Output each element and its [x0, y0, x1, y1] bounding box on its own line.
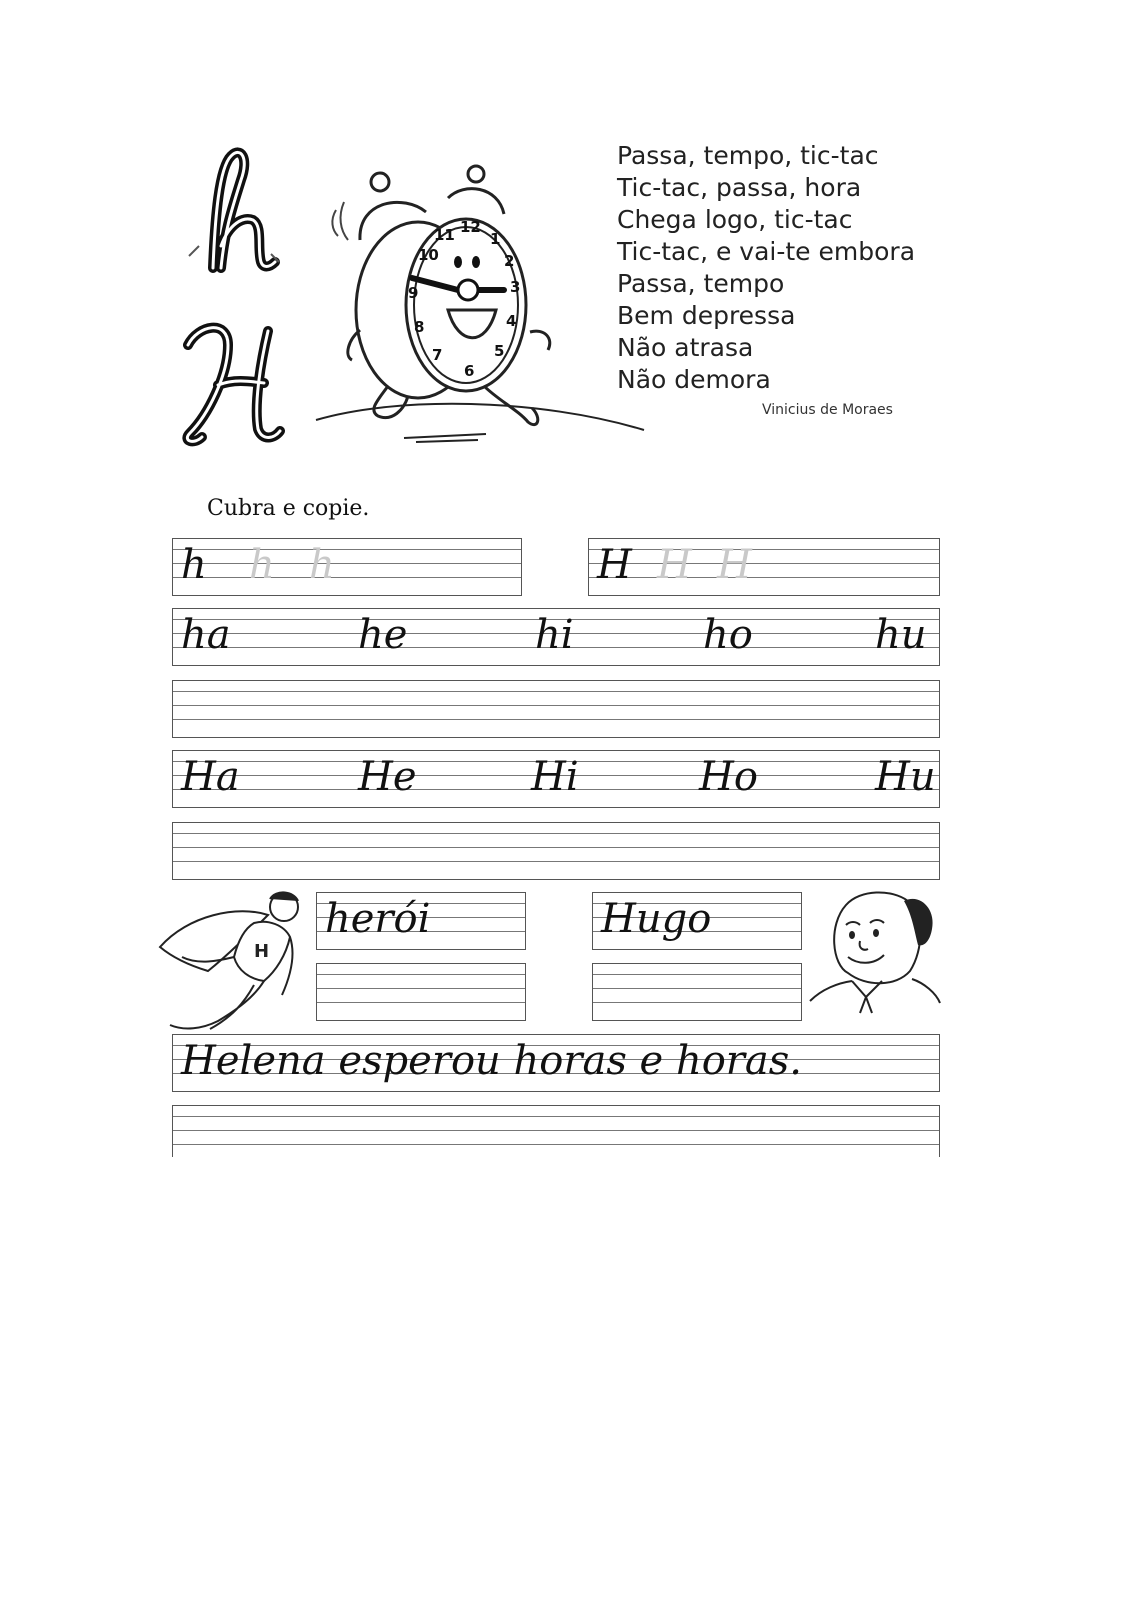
header-letter-lower — [175, 128, 285, 278]
syllable: Hi — [531, 754, 579, 800]
svg-text:4: 4 — [506, 312, 517, 330]
syllable: He — [358, 754, 417, 800]
writing-block-empty[interactable] — [316, 963, 526, 1021]
trace-letter: H — [717, 542, 752, 588]
writing-block-empty[interactable] — [172, 822, 940, 880]
poem-line: Bem depressa — [617, 301, 796, 330]
word-model: Hugo — [601, 896, 712, 942]
syllable: Hu — [875, 754, 936, 800]
svg-text:3: 3 — [510, 278, 521, 296]
svg-text:9: 9 — [408, 284, 419, 302]
syllable: ha — [181, 612, 231, 658]
svg-text:5: 5 — [494, 342, 505, 360]
trace-letter: h — [309, 542, 335, 588]
svg-text:11: 11 — [434, 226, 455, 244]
writing-block-upper-model[interactable] — [588, 538, 940, 596]
poem-line: Chega logo, tic-tac — [617, 205, 853, 234]
svg-text:8: 8 — [414, 318, 425, 336]
poem-line: Passa, tempo — [617, 269, 785, 298]
header-letter-upper — [168, 305, 293, 455]
writing-block-word-hero[interactable] — [316, 892, 526, 950]
instruction-text: Cubra e copie. — [207, 496, 370, 521]
svg-text:12: 12 — [460, 218, 481, 236]
poem-line: Tic-tac, passa, hora — [617, 173, 862, 202]
poem-line: Passa, tempo, tic-tac — [617, 141, 879, 170]
trace-letter: H — [657, 542, 692, 588]
trace-letter: h — [249, 542, 275, 588]
writing-block-lower-model[interactable] — [172, 538, 522, 596]
writing-block-empty[interactable] — [172, 1105, 940, 1157]
writing-block-empty[interactable] — [172, 680, 940, 738]
writing-block-empty[interactable] — [592, 963, 802, 1021]
syllable: hi — [535, 612, 574, 658]
svg-text:H: H — [254, 941, 270, 962]
word-model: herói — [325, 896, 431, 942]
poem — [617, 140, 915, 396]
poem-line: Não atrasa — [617, 333, 754, 362]
poem-line: Tic-tac, e vai-te embora — [617, 237, 916, 266]
alarm-clock-illustration — [308, 160, 648, 450]
svg-text:1: 1 — [490, 230, 501, 248]
syllable: hu — [875, 612, 927, 658]
svg-text:2: 2 — [504, 252, 515, 270]
model-letter: H — [597, 542, 632, 588]
superhero-illustration — [158, 885, 308, 1033]
poem-author: Vinicius de Moraes — [762, 402, 893, 418]
syllable: he — [358, 612, 408, 658]
writing-block-sentence[interactable] — [172, 1034, 940, 1092]
poem-line: Não demora — [617, 365, 771, 394]
model-letter: h — [181, 542, 207, 588]
syllable: Ha — [181, 754, 240, 800]
sentence-model: Helena esperou horas e horas. — [181, 1038, 802, 1084]
syllable: ho — [703, 612, 753, 658]
syllable: Ho — [699, 754, 758, 800]
writing-block-word-hugo[interactable] — [592, 892, 802, 950]
svg-text:6: 6 — [464, 362, 475, 380]
svg-text:7: 7 — [432, 346, 443, 364]
writing-block-lower-syllables[interactable] — [172, 608, 940, 666]
man-face-illustration — [808, 885, 943, 1015]
writing-block-upper-syllables[interactable] — [172, 750, 940, 808]
svg-text:10: 10 — [418, 246, 439, 264]
